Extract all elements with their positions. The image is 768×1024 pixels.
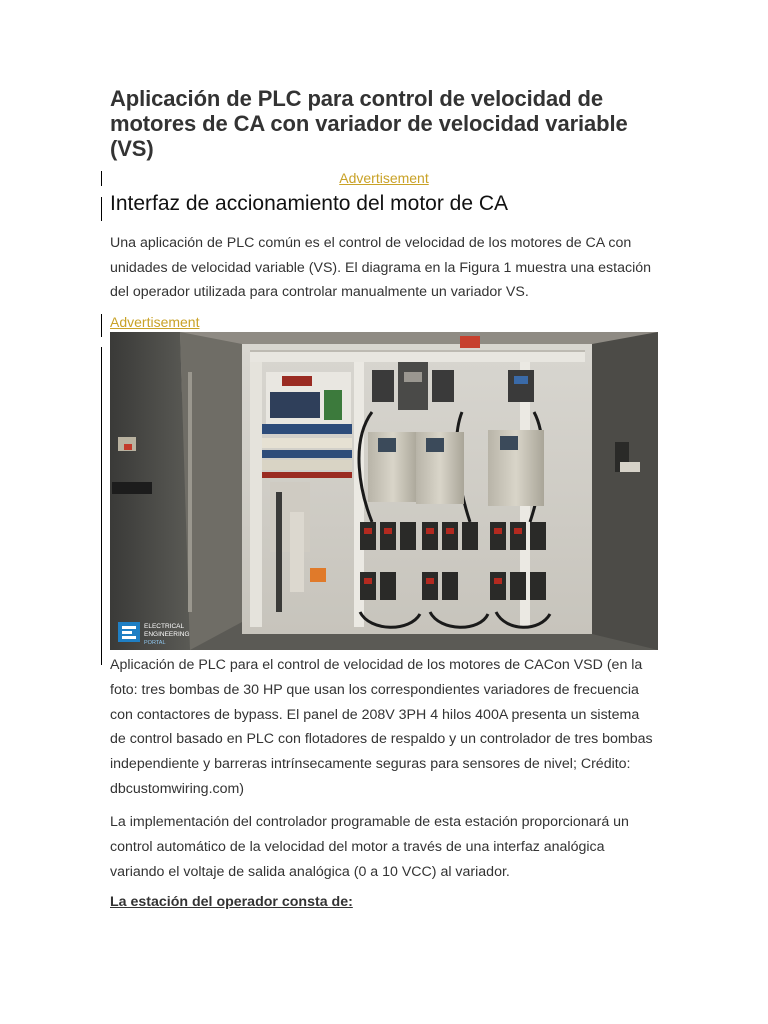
watermark-line-3: PORTAL xyxy=(144,640,166,647)
left-marker-3 xyxy=(101,314,102,337)
operator-station-subheading: La estación del operador consta de: xyxy=(110,894,353,911)
watermark-line-1: ELECTRICAL xyxy=(144,623,185,631)
left-marker-1 xyxy=(101,171,102,186)
control-panel-photo xyxy=(110,332,658,650)
section-heading: Interfaz de accionamiento del motor de CA xyxy=(110,192,509,215)
left-marker-4 xyxy=(101,347,102,665)
left-marker-2 xyxy=(101,197,102,221)
article xyxy=(110,86,658,911)
advertisement-link-inline[interactable]: Advertisement xyxy=(110,314,200,331)
photo-caption: Aplicación de PLC para el control de velocidad de los motores de CACon VSD (en la foto: tres bombas de 30 HP que usan los correspondientes variadores de frecuencia con contactores de bypass. El panel de 208V 3PH 4 hilos 400A presenta un sistema de control basado en PLC con flotadores de respaldo y un controlador de tres bombas independiente y barreras intrínsecamente seguras para sensores de nivel; Crédito: dbcustomwiring.com) xyxy=(110,657,653,797)
watermark-line-2: ENGINEERING xyxy=(144,631,190,639)
intro-paragraph: Una aplicación de PLC común es el control de velocidad de los motores de CA con unidades de velocidad variable (VS). El diagrama en la Figura 1 muestra una estación del operador utilizada para controlar manualmente un variador VS. xyxy=(110,235,652,301)
article-title: Aplicación de PLC para control de velocidad de motores de CA con variador de velocidad variable (VS) xyxy=(110,86,628,161)
advertisement-link-top[interactable]: Advertisement xyxy=(339,170,429,186)
implementation-paragraph: La implementación del controlador programable de esta estación proporcionará un control automático de la velocidad del motor a través de una interfaz analógica variando el voltaje de salida analógica (0 a 10 VCC) al variador. xyxy=(110,814,629,880)
